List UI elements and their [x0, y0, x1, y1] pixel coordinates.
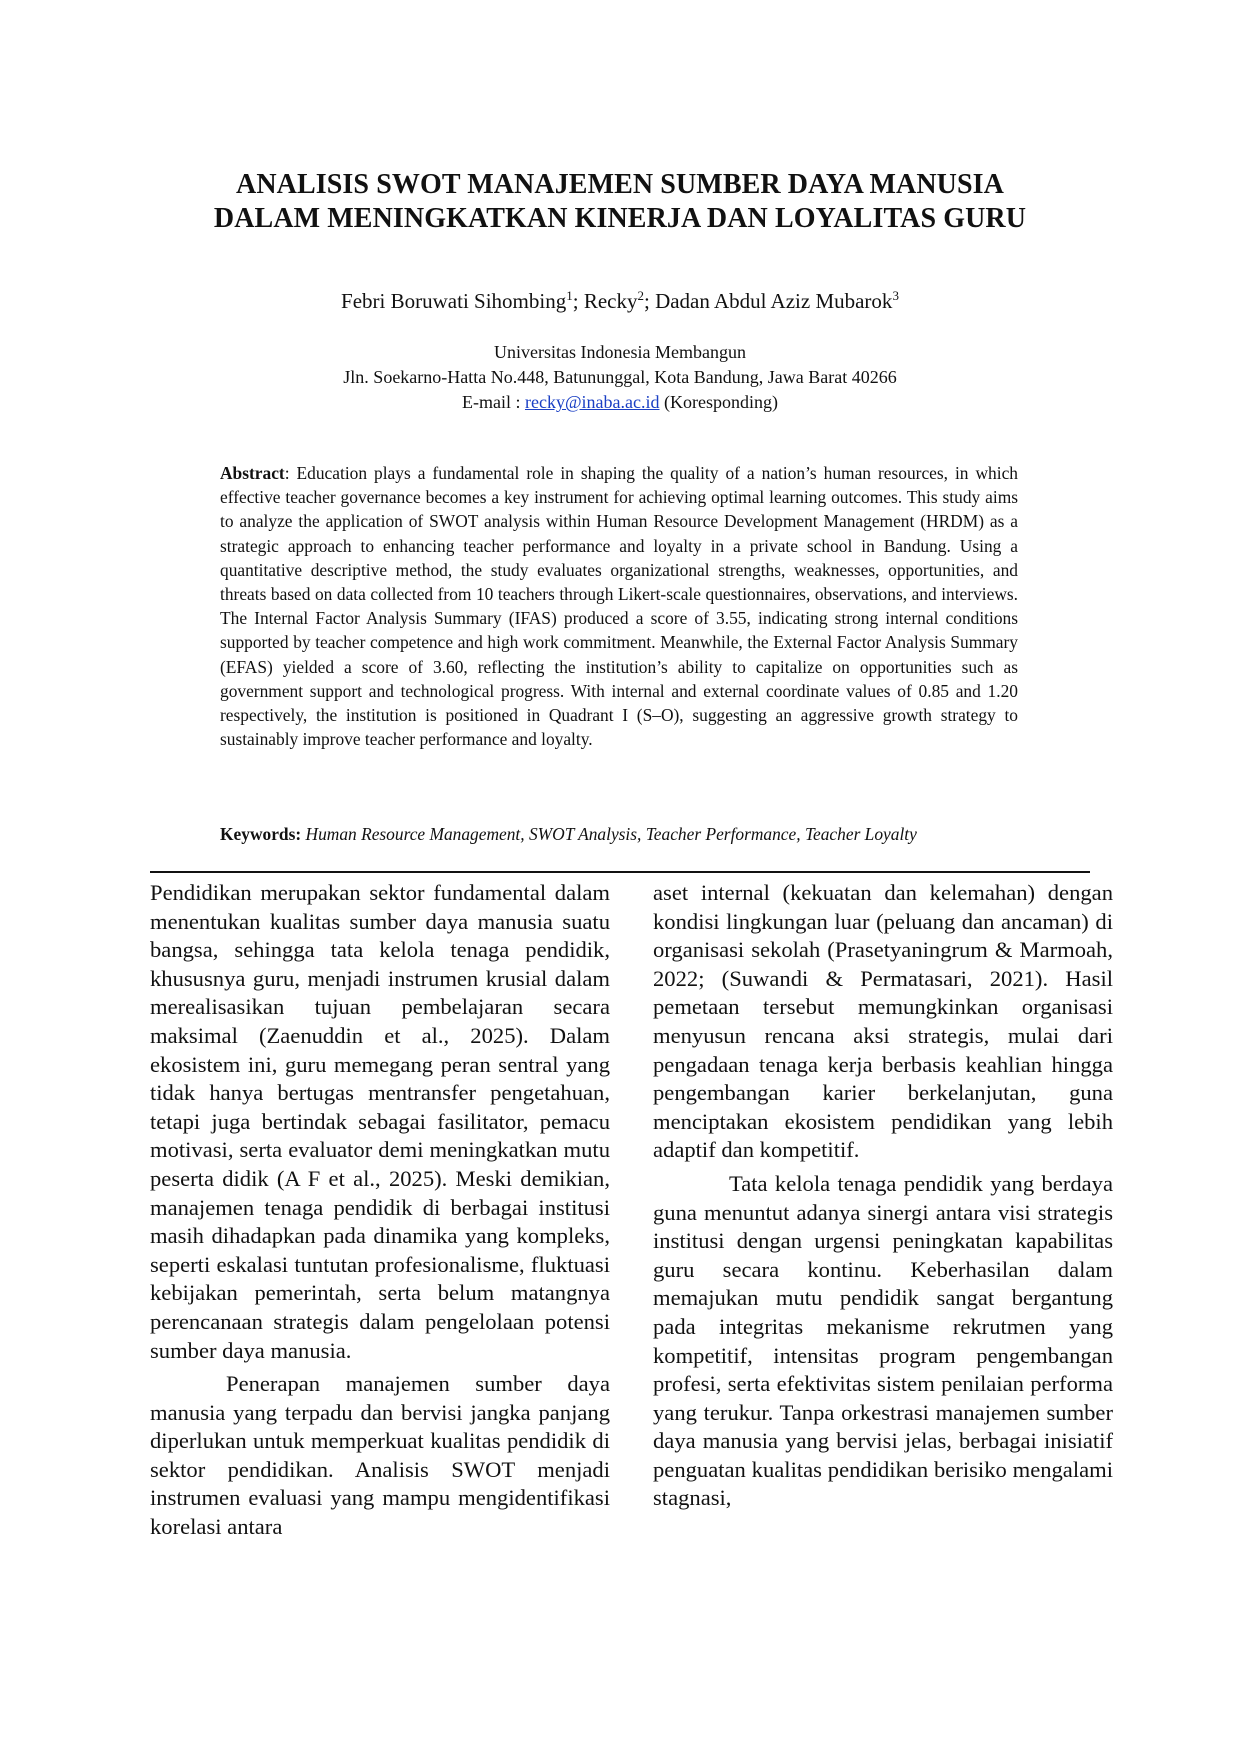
contact-email-line — [150, 390, 1090, 415]
author-separator: ; — [572, 289, 584, 313]
author-2-affil-marker: 2 — [637, 288, 644, 303]
paper-title-line-2: DALAM MENINGKATKAN KINERJA DAN LOYALITAS GURU — [213, 203, 1027, 234]
author-1-affil-marker: 1 — [566, 288, 573, 303]
author-1: Febri Boruwati Sihombing — [341, 289, 567, 313]
body-paragraph: aset internal (kekuatan dan kelemahan) dengan kondisi lingkungan luar (peluang dan ancaman) di organisasi sekolah (Prasetyaningrum & Marmoah, 2022; (Suwandi & Permatasari, 2021). Hasil pemetaan tersebut memungkinkan organisasi menyusun rencana aksi strategis, mulai dari pengadaan tenaga kerja berbasis keahlian hingga pengembangan karier berkelanjutan, guna menciptakan ekosistem pendidikan yang lebih adaptif dan kompetitif. — [653, 880, 1113, 1163]
email-prefix: E-mail : — [462, 392, 525, 412]
keywords-text: Human Resource Management, SWOT Analysis, Teacher Performance, Teacher Loyalty — [305, 824, 917, 844]
body-paragraph: Penerapan manajemen sumber daya manusia yang terpadu dan bervisi jangka panjang diperlukan untuk memperkuat kualitas pendidik di sektor pendidikan. Analisis SWOT menjadi instrumen evaluasi yang mampu mengidentifikasi korelasi antara — [150, 1371, 610, 1540]
body-paragraph: Tata kelola tenaga pendidik yang berdaya guna menuntut adanya sinergi antara visi strategis institusi dengan urgensi peningkatan kapabilitas guru secara kontinu. Keberhasilan dalam memajukan mutu pendidik sangat bergantung pada integritas mekanisme rekrutmen yang kompetitif, intensitas program pengembangan profesi, serta efektivitas sistem penilaian performa yang terukur. Tanpa orkestrasi manajemen sumber daya manusia yang bervisi jelas, berbagai inisiatif penguatan kualitas pendidikan berisiko mengalami stagnasi, — [653, 1170, 1113, 1511]
author-3: Dadan Abdul Aziz Mubarok — [655, 289, 893, 313]
paper-title — [150, 168, 1090, 236]
keywords — [220, 822, 1018, 846]
section-divider — [150, 871, 1090, 873]
paper-title-line-1: ANALISIS SWOT MANAJEMEN SUMBER DAYA MANUSIA — [236, 169, 1004, 200]
author-2: Recky — [583, 289, 638, 313]
institution-address: Jln. Soekarno-Hatta No.448, Batununggal, Kota Bandung, Jawa Barat 40266 — [343, 367, 897, 387]
keywords-label: Keywords: — [220, 824, 302, 844]
body-column-left — [150, 879, 610, 1547]
author-3-affil-marker: 3 — [892, 288, 899, 303]
affiliation-block — [150, 340, 1090, 415]
email-link[interactable]: recky@inaba.ac.id — [524, 392, 660, 412]
body-paragraph: Pendidikan merupakan sektor fundamental dalam menentukan kualitas sumber daya manusia suatu bangsa, sehingga tata kelola tenaga pendidik, khususnya guru, menjadi instrumen krusial dalam merealisasikan tujuan pembelajaran secara maksimal (Zaenuddin et al., 2025). Dalam ekosistem ini, guru memegang peran sentral yang tidak hanya bertugas mentransfer pengetahuan, tetapi juga bertindak sebagai fasilitator, pemacu motivasi, serta evaluator demi meningkatkan mutu peserta didik (A F et al., 2025). Meski demikian, manajemen tenaga pendidik di berbagai institusi masih dihadapkan pada dinamika yang kompleks, seperti eskalasi tuntutan profesionalisme, fluktuasi kebijakan pemerintah, serta belum matangnya perencanaan strategis dalam pengelolaan potensi sumber daya manusia. — [150, 880, 610, 1363]
author-separator: ; — [643, 289, 656, 313]
abstract-text: : Education plays a fundamental role in shaping the quality of a nation’s human resources, in which effective teacher governance becomes a key instrument for achieving optimal learning outcomes. This study aims to analyze the application of SWOT analysis within Human Resource Development Management (HRDM) as a strategic approach to enhancing teacher performance and loyalty in a private school in Bandung. Using a quantitative descriptive method, the study evaluates organizational strengths, weaknesses, opportunities, and threats based on data collected from 10 teachers through Likert-scale questionnaires, observations, and interviews. The Internal Factor Analysis Summary (IFAS) produced a score of 3.55, indicating strong internal conditions supported by teacher competence and high work commitment. Meanwhile, the External Factor Analysis Summary (EFAS) yielded a score of 3.60, reflecting the institution’s ability to capitalize on opportunities such as government support and technological progress. With internal and external coordinate values of 0.85 and 1.20 respectively, the institution is positioned in Quadrant I (S–O), suggesting an aggressive growth strategy to sustainably improve teacher performance and loyalty. — [220, 463, 1018, 750]
body-column-right — [653, 879, 1113, 1518]
institution-name: Universitas Indonesia Membangun — [494, 342, 746, 362]
email-suffix: (Koresponding) — [659, 392, 778, 412]
abstract-label: Abstract — [220, 463, 285, 483]
abstract — [220, 461, 1018, 751]
author-list — [150, 288, 1090, 314]
